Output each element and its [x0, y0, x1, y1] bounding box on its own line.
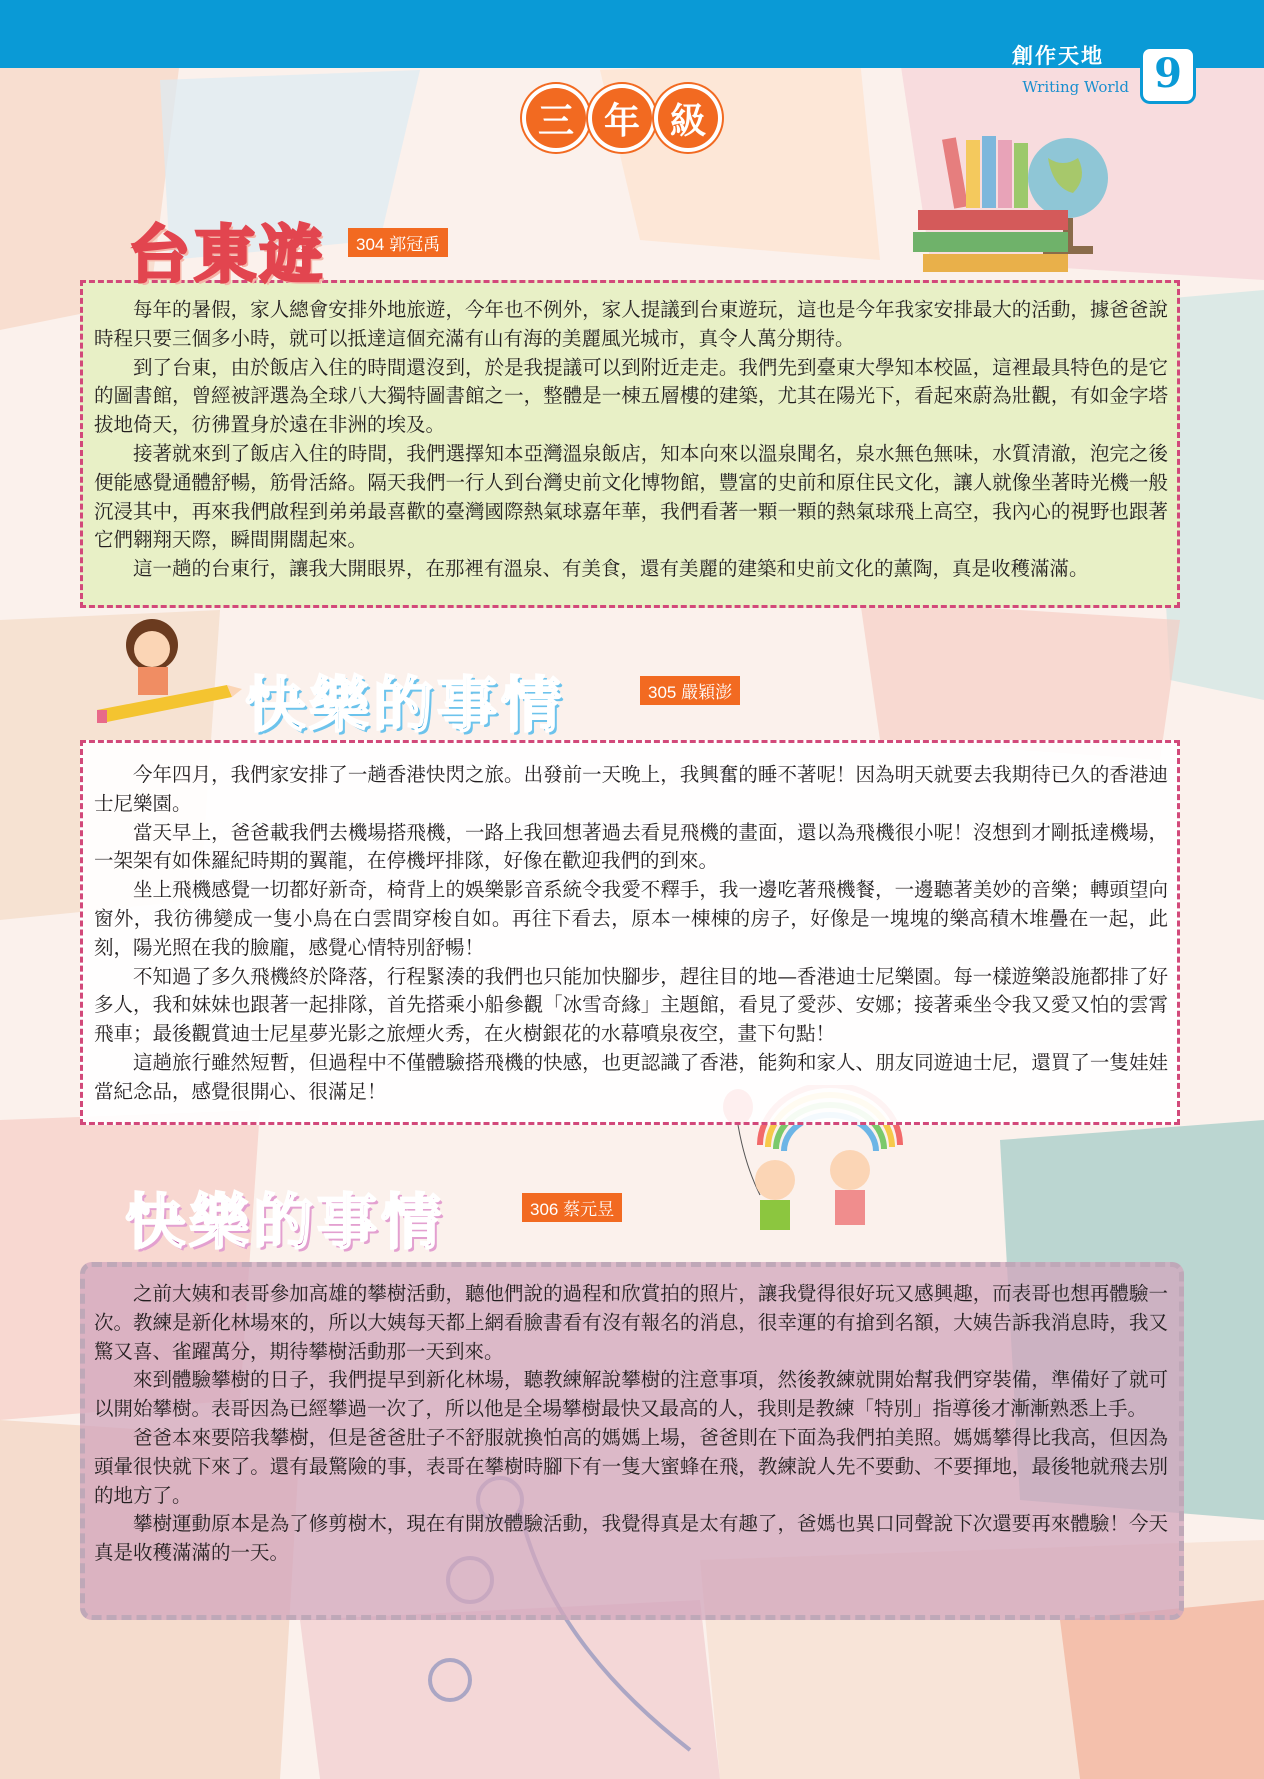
- paragraph: 這趟旅行雖然短暫，但過程中不僅體驗搭飛機的快感，也更認識了香港，能夠和家人、朋友同遊迪士尼，還買了一隻娃娃當紀念品，感覺很開心、很滿足！: [94, 1050, 1168, 1103]
- paragraph: 來到體驗攀樹的日子，我們提早到新化林場，聽教練解說攀樹的注意事項，然後教練就開始幫我們穿裝備，準備好了就可以開始攀樹。表哥因為已經攀過一次了，所以他是全場攀樹最快又最高的人，我則是教練「特別」指導後才漸漸熟悉上手。: [94, 1368, 1168, 1421]
- author-tag: 304 郭冠禹: [348, 228, 448, 257]
- article-body: [94, 1280, 1168, 1568]
- paragraph: 每年的暑假，家人總會安排外地旅遊，今年也不例外，家人提議到台東遊玩，這也是今年我家安排最大的活動，據爸爸說時程只要三個多小時，就可以抵達這個充滿有山有海的美麗風光城市，真令人萬分期待。: [94, 298, 1168, 350]
- author-tag: 305 嚴穎澎: [640, 676, 740, 705]
- grade-heading: [526, 88, 718, 148]
- article-title: 台東遊: [128, 218, 327, 291]
- books-globe-illustration: [908, 128, 1113, 278]
- paragraph: 接著就來到了飯店入住的時間，我們選擇知本亞灣溫泉飯店，知本向來以溫泉聞名，泉水無色無味，水質清澈，泡完之後便能感覺通體舒暢，筋骨活絡。隔天我們一行人到台灣史前文化博物館，豐富的史前和原住民文化，讓人就像坐著時光機一般沉浸其中，再來我們啟程到弟弟最喜歡的臺灣國際熱氣球嘉年華，我們看著一顆一顆的熱氣球飛上高空，我內心的視野也跟著它們翱翔天際，瞬間開闊起來。: [94, 441, 1168, 552]
- article-body: [94, 296, 1168, 584]
- paragraph: 當天早上，爸爸載我們去機場搭飛機，一路上我回想著過去看見飛機的畫面，還以為飛機很小呢！沒想到才剛抵達機場，一架架有如侏羅紀時期的翼龍，在停機坪排隊，好像在歡迎我們的到來。: [94, 820, 1168, 873]
- paragraph: 這一趟的台東行，讓我大開眼界，在那裡有溫泉、有美食，還有美麗的建築和史前文化的薰陶，真是收穫滿滿。: [133, 557, 1089, 581]
- grade-char: 級: [658, 88, 718, 148]
- paragraph: 攀樹運動原本是為了修剪樹木，現在有開放體驗活動，我覺得真是太有趣了，爸媽也異口同聲說下次還要再來體驗！今天真是收穫滿滿的一天。: [94, 1512, 1168, 1565]
- girl-pencil-illustration: [92, 615, 242, 730]
- section-subtitle: Writing World: [1022, 78, 1129, 96]
- paragraph: 不知過了多久飛機終於降落，行程緊湊的我們也只能加快腳步，趕往目的地—香港迪士尼樂園。每一樣遊樂設施都排了好多人，我和妹妹也跟著一起排隊，首先搭乘小船參觀「冰雪奇緣」主題館，看見了愛莎、安娜；接著乘坐令我又愛又怕的雲霄飛車；最後觀賞迪士尼星夢光影之旅煙火秀，在火樹銀花的水幕噴泉夜空，畫下句點！: [94, 964, 1168, 1046]
- article-title: 快樂的事情: [125, 1188, 445, 1258]
- section-title: 創作天地: [1012, 44, 1104, 68]
- article-title: 快樂的事情: [245, 671, 565, 741]
- grade-char: 年: [592, 88, 652, 148]
- article-body: [94, 761, 1168, 1107]
- paragraph: 今年四月，我們家安排了一趟香港快閃之旅。出發前一天晚上，我興奮的睡不著呢！因為明天就要去我期待已久的香港迪士尼樂園。: [94, 763, 1168, 815]
- author-tag: 306 蔡元昱: [522, 1193, 622, 1222]
- paragraph: 爸爸本來要陪我攀樹，但是爸爸肚子不舒服就換怕高的媽媽上場，爸爸則在下面為我們拍美照。媽媽攀得比我高，但因為頭暈很快就下來了。還有最驚險的事，表哥在攀樹時腳下有一隻大蜜蜂在飛，教練說人先不要動、不要揮地，最後牠就飛去別的地方了。: [94, 1425, 1168, 1507]
- page-number: 9: [1140, 46, 1196, 104]
- grade-char: 三: [526, 88, 586, 148]
- paragraph: 到了台東，由於飯店入住的時間還沒到，於是我提議可以到附近走走。我們先到臺東大學知本校區，這裡最具特色的是它的圖書館，曾經被評選為全球八大獨特圖書館之一，整體是一棟五層樓的建築，尤其在陽光下，看起來蔚為壯觀，有如金字塔拔地倚天，彷彿置身於遠在非洲的埃及。: [94, 355, 1168, 437]
- paragraph: 坐上飛機感覺一切都好新奇，椅背上的娛樂影音系統令我愛不釋手，我一邊吃著飛機餐，一邊聽著美妙的音樂；轉頭望向窗外，我彷彿變成一隻小鳥在白雲間穿梭自如。再往下看去，原本一棟棟的房子，好像是一塊塊的樂高積木堆疊在一起，此刻，陽光照在我的臉龐，感覺心情特別舒暢！: [94, 878, 1168, 959]
- paragraph: 之前大姨和表哥參加高雄的攀樹活動，聽他們說的過程和欣賞拍的照片，讓我覺得很好玩又感興趣，而表哥也想再體驗一次。教練是新化林場來的，所以大姨每天都上網看臉書看有沒有報名的消息，很幸運的有搶到名額，大姨告訴我消息時，我又驚又喜、雀躍萬分，期待攀樹活動那一天到來。: [94, 1282, 1168, 1363]
